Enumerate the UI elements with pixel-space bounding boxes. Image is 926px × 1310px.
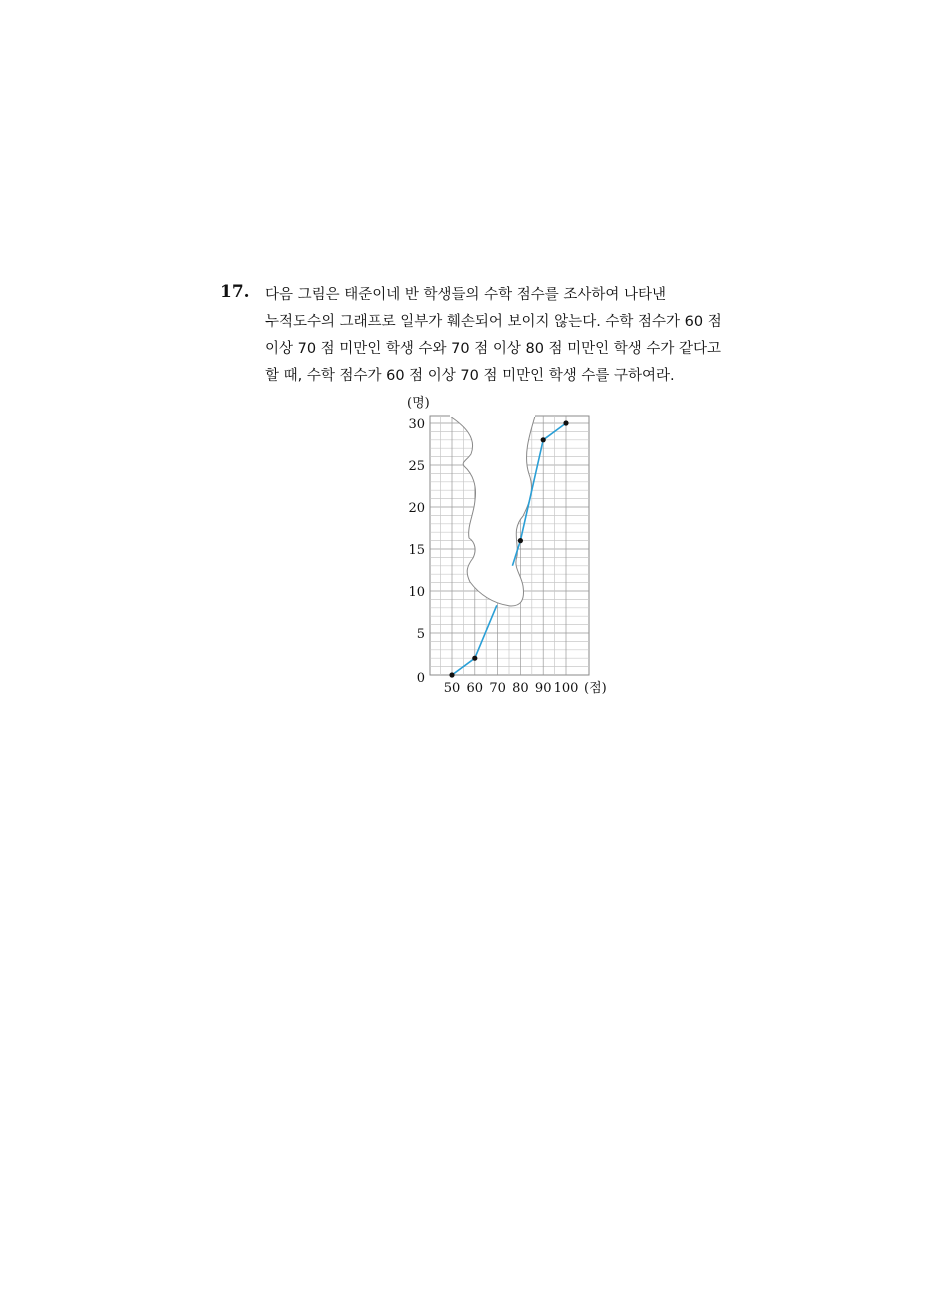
- data-point: [449, 672, 454, 677]
- x-tick-label: 100: [553, 681, 579, 696]
- x-tick-label: 70: [489, 681, 506, 696]
- data-point: [518, 538, 523, 543]
- data-point: [563, 420, 568, 425]
- y-tick-label: 5: [416, 627, 425, 642]
- y-axis-label: (명): [407, 396, 430, 411]
- question-line: 누적도수의 그래프로 일부가 훼손되어 보이지 않는다. 수학 점수가 60 점: [265, 314, 722, 330]
- x-tick-label: 60: [466, 681, 484, 696]
- y-tick-label: 25: [408, 459, 425, 474]
- y-tick-label: 20: [408, 501, 425, 516]
- x-axis-label: (점): [584, 681, 607, 696]
- question-line: 다음 그림은 태준이네 반 학생들의 수학 점수를 조사하여 나타낸: [265, 287, 667, 303]
- y-tick-label: 15: [408, 543, 425, 558]
- damaged-area: [450, 416, 535, 606]
- data-point: [472, 656, 477, 661]
- y-tick-label: 30: [408, 417, 425, 432]
- x-tick-label: 90: [534, 681, 552, 696]
- series-line-partial: [475, 605, 497, 658]
- y-tick-label: 10: [408, 585, 425, 600]
- x-tick-label: 80: [512, 681, 529, 696]
- y-tick-label: 0: [416, 671, 425, 686]
- x-tick-label: 50: [443, 681, 461, 696]
- cumulative-frequency-chart: [395, 390, 635, 702]
- question-line: 이상 70 점 미만인 학생 수와 70 점 이상 80 점 미만인 학생 수가 같다고: [265, 341, 722, 357]
- question-text: [265, 282, 785, 390]
- question-number: 17.: [220, 282, 250, 302]
- data-point: [541, 437, 546, 442]
- question-line: 할 때, 수학 점수가 60 점 이상 70 점 미만인 학생 수를 구하여라.: [265, 368, 675, 384]
